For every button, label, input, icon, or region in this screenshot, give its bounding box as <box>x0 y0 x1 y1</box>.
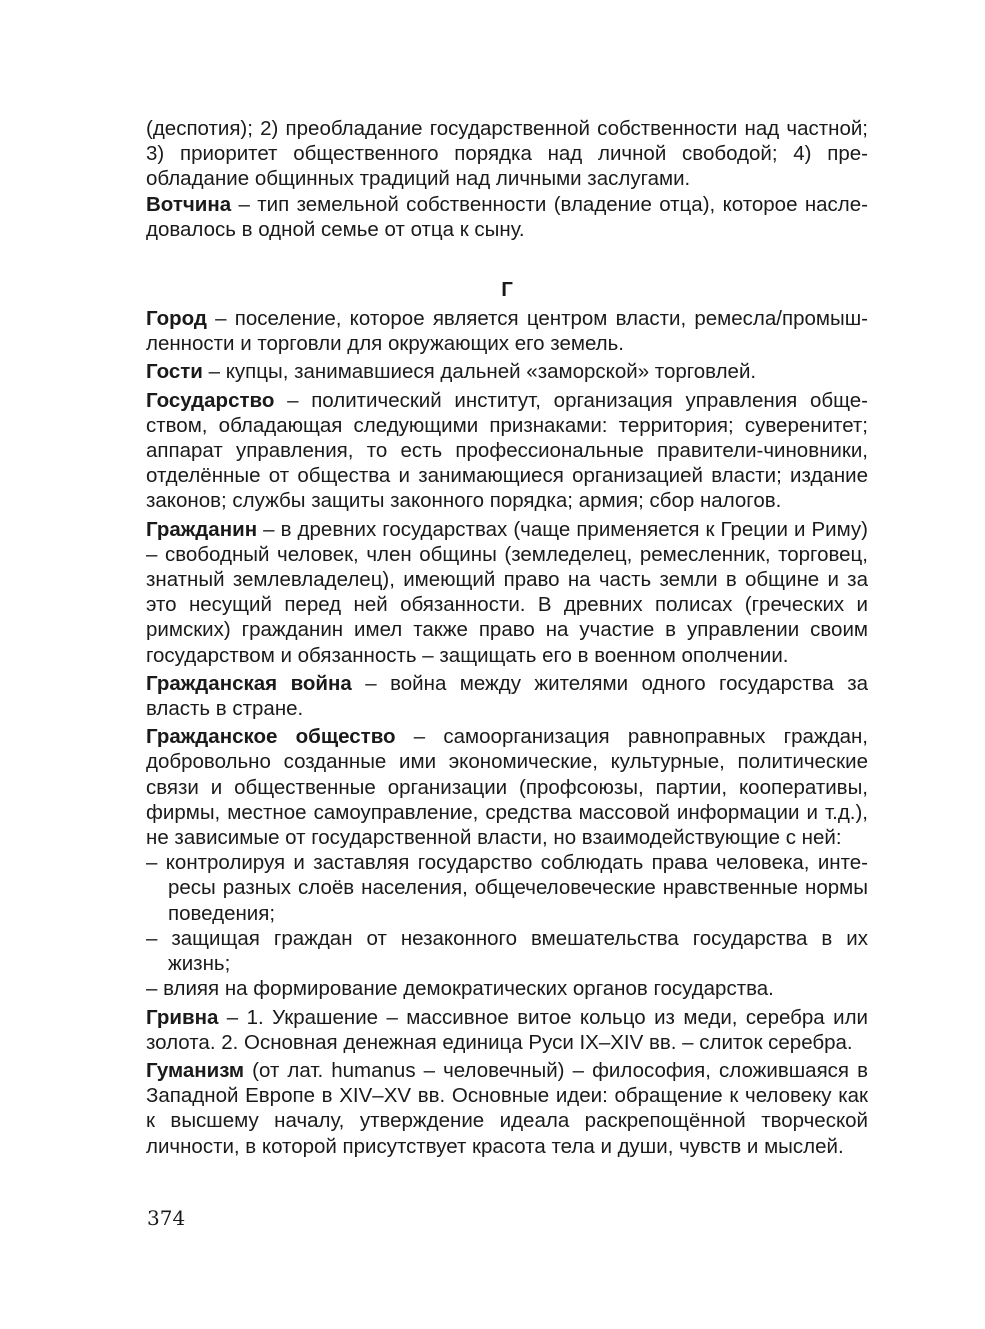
intro-continuation: (деспотия); 2) преобладание государственной собственности над частной; 3) приоритет общественного порядка над личной свободой; 4) преобладание общинных традиций над личными заслугами. <box>146 117 868 191</box>
entry-grazhdanskaya-voyna <box>146 671 868 721</box>
entry-gosudarstvo <box>146 388 868 514</box>
term-gumanizm: Гуманизм <box>146 1058 245 1082</box>
entry-votchina <box>146 192 868 242</box>
term-grazhdanin: Гражданин <box>146 517 258 541</box>
definition-grivna: – 1. Украшение – массивное витое кольцо из меди, серебра или золота. 2. Основная денежная единица Руси IX–XIV вв. – слиток серебра. <box>146 1005 868 1054</box>
definition-votchina: – тип земельной собственности (владение отца), которое наследовалось в одной семье от отца к сыну. <box>146 192 868 241</box>
term-grazhdanskaya-voyna: Гражданская война <box>146 671 352 695</box>
term-grivna: Гривна <box>146 1005 219 1029</box>
definition-grazhdanin: – в древних государствах (чаще применяется к Греции и Риму) – свободный человек, член общины (земледелец, ремесленник, торговец, знатный землевладелец), имеющий право на часть земли в общине и за это несущий перед ней обязанности. В древних полисах (греческих и римских) гражданин имел также право на участие в управлении своим государством и обязанность – защищать его в военном ополчении. <box>146 517 868 667</box>
definition-gorod: – поселение, которое является центром власти, ремесла/промышленности и торговли для окружающих его земель. <box>146 307 868 356</box>
entry-grazhdanskoe-obshchestvo <box>146 724 868 850</box>
entry-grazhdanin <box>146 517 868 668</box>
term-gosti: Гости <box>146 360 203 384</box>
term-votchina: Вотчина <box>146 192 232 216</box>
page-content <box>146 116 868 1162</box>
section-letter: Г <box>501 278 513 302</box>
entry-gosti <box>146 359 868 384</box>
definition-grazhdanskaya-voyna: – война между жителями одного государства за власть в стране. <box>146 671 868 721</box>
bullet-item: – контролируя и заставляя государство соблюдать права человека, интересы разных слоёв населения, общечеловеческие нравственные нормы поведения; <box>146 851 868 925</box>
bullet-item: – защищая граждан от незаконного вмешательства государства в их жизнь; <box>146 926 868 976</box>
term-grazhdanskoe-obshchestvo: Гражданское общество <box>146 725 396 749</box>
term-gorod: Город <box>146 307 207 331</box>
definition-grazhdanskoe-obshchestvo: – самоорганизация равноправных граждан, добровольно созданные ими экономические, культурные, политические связи и общественные организации (профсоюзы, партии, кооперативы, фирмы, местное самоуправление, средства массовой информации и т.д.), не зависимые от государственной власти, но взаимодействующие с ней: <box>146 725 868 850</box>
entry-gumanizm <box>146 1058 868 1159</box>
definition-gumanizm: (от лат. humanus – человечный) – философия, сложившаяся в Западной Европе в XIV–XV вв. Основные идеи: обращение к человеку как к высшему началу, утверждение идеала раскрепощённой творческой личности, в которой присутствует красота тела и души, чувств и мыслей. <box>146 1058 868 1158</box>
definition-gosti: – купцы, занимавшиеся дальней «заморской» торговлей. <box>202 360 757 384</box>
entry-grivna <box>146 1005 868 1055</box>
term-gosudarstvo: Государство <box>146 388 275 412</box>
definition-gosudarstvo: – политический институт, организация управления обществом, обладающая следующими признаками: территория; суверенитет; аппарат управления, то есть профессиональные правители-чиновники, отделённые от общества и занимающиеся организацией власти; издание законов; службы защиты законного порядка; армия; сбор налогов. <box>146 388 868 513</box>
bullet-item: – влияя на формирование демократических органов государства. <box>146 977 774 1001</box>
page-number: 374 <box>147 1206 186 1230</box>
entry-gorod <box>146 306 868 356</box>
